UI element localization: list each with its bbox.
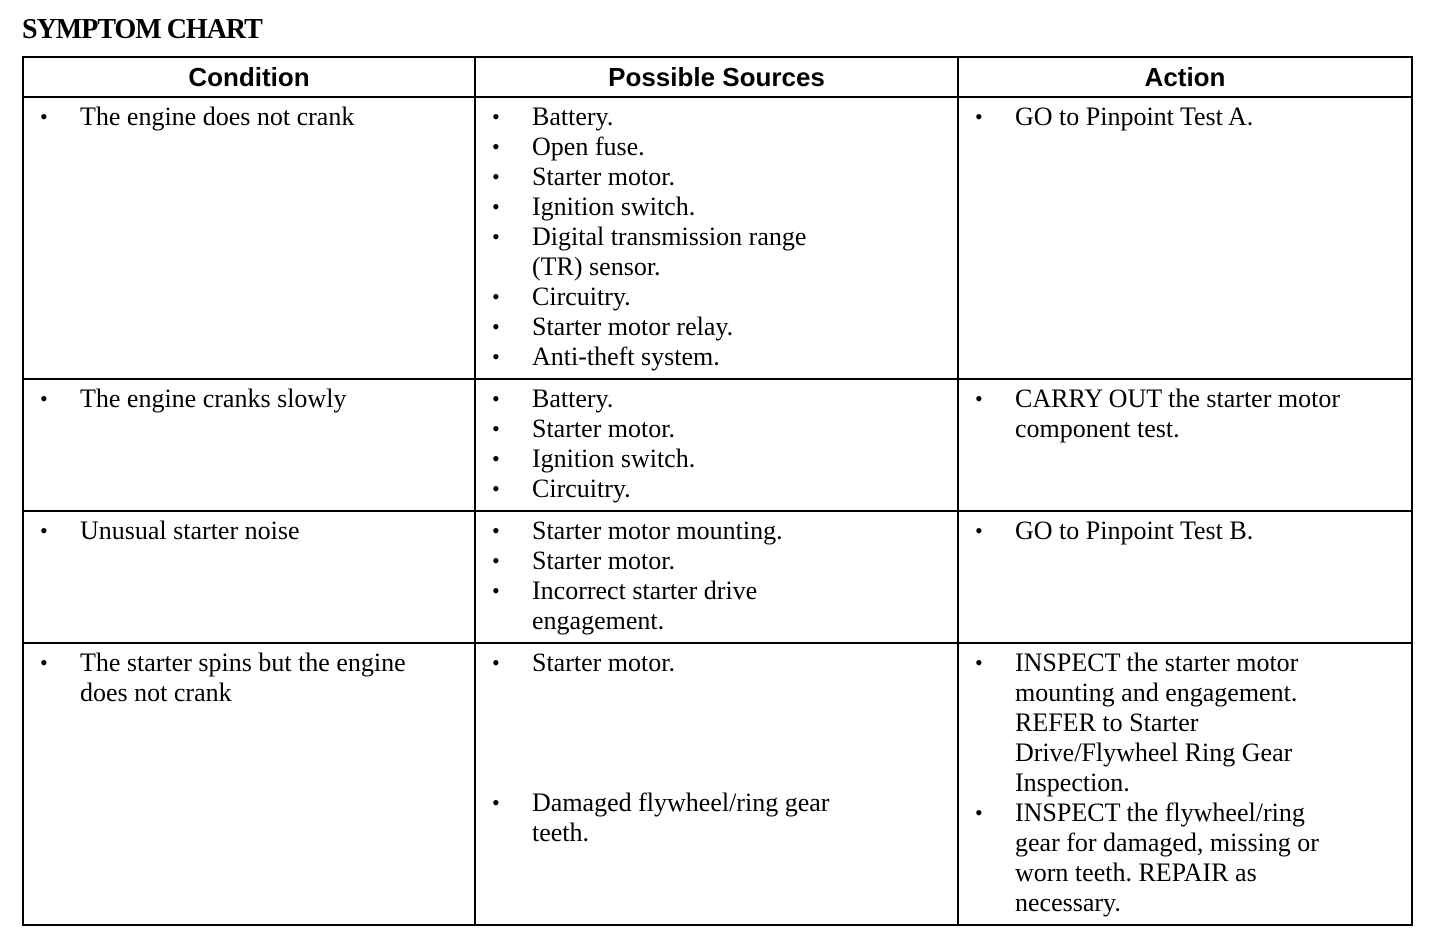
action-item: • CARRY OUT the starter motor component test. bbox=[969, 384, 1369, 444]
source-item: • Circuitry. bbox=[486, 282, 816, 312]
action-cell bbox=[958, 511, 1412, 643]
possible-sources-header: Possible Sources bbox=[475, 57, 958, 97]
action-cell bbox=[958, 643, 1412, 925]
source-item: • Starter motor mounting. bbox=[486, 516, 806, 546]
source-item: • Starter motor. bbox=[486, 546, 806, 576]
source-item: • Anti-theft system. bbox=[486, 342, 816, 372]
condition-text: • The starter spins but the engine does not crank bbox=[34, 648, 434, 708]
action-item: • INSPECT the flywheel/ring gear for damaged, missing or worn teeth. REPAIR as necessary. bbox=[969, 798, 1329, 918]
condition-text: • The engine cranks slowly bbox=[34, 384, 462, 414]
source-item: • Starter motor. bbox=[486, 648, 846, 678]
sources-cell bbox=[475, 379, 958, 511]
sources-cell bbox=[475, 511, 958, 643]
condition-header: Condition bbox=[23, 57, 475, 97]
table-row bbox=[23, 511, 1412, 643]
source-item: • Circuitry. bbox=[486, 474, 945, 504]
action-cell bbox=[958, 97, 1412, 379]
source-item: • Battery. bbox=[486, 102, 816, 132]
source-item: • Battery. bbox=[486, 384, 945, 414]
source-item: • Starter motor. bbox=[486, 162, 816, 192]
sources-cell bbox=[475, 643, 958, 925]
action-header: Action bbox=[958, 57, 1412, 97]
source-item: • Incorrect starter drive engagement. bbox=[486, 576, 806, 636]
action-item: • INSPECT the starter motor mounting and engagement. REFER to Starter Drive/Flywheel Ring Gear Inspection. bbox=[969, 648, 1329, 798]
source-item: • Digital transmission range (TR) sensor. bbox=[486, 222, 816, 282]
table-row bbox=[23, 379, 1412, 511]
condition-cell bbox=[23, 643, 475, 925]
source-item: • Damaged flywheel/ring gear teeth. bbox=[486, 788, 846, 848]
source-item: • Starter motor. bbox=[486, 414, 945, 444]
table-row bbox=[23, 97, 1412, 379]
spacer bbox=[486, 678, 846, 788]
action-item: • GO to Pinpoint Test A. bbox=[969, 102, 1399, 132]
condition-cell bbox=[23, 511, 475, 643]
condition-cell bbox=[23, 379, 475, 511]
symptom-chart-table bbox=[22, 56, 1413, 926]
header-row bbox=[23, 57, 1412, 97]
action-item: • GO to Pinpoint Test B. bbox=[969, 516, 1399, 546]
condition-text: • The engine does not crank bbox=[34, 102, 462, 132]
source-item: • Starter motor relay. bbox=[486, 312, 816, 342]
condition-cell bbox=[23, 97, 475, 379]
condition-text: • Unusual starter noise bbox=[34, 516, 462, 546]
source-item: • Ignition switch. bbox=[486, 192, 816, 222]
page-title: SYMPTOM CHART bbox=[22, 14, 262, 45]
sources-cell bbox=[475, 97, 958, 379]
source-item: • Open fuse. bbox=[486, 132, 816, 162]
table-row bbox=[23, 643, 1412, 925]
source-item: • Ignition switch. bbox=[486, 444, 945, 474]
action-cell bbox=[958, 379, 1412, 511]
